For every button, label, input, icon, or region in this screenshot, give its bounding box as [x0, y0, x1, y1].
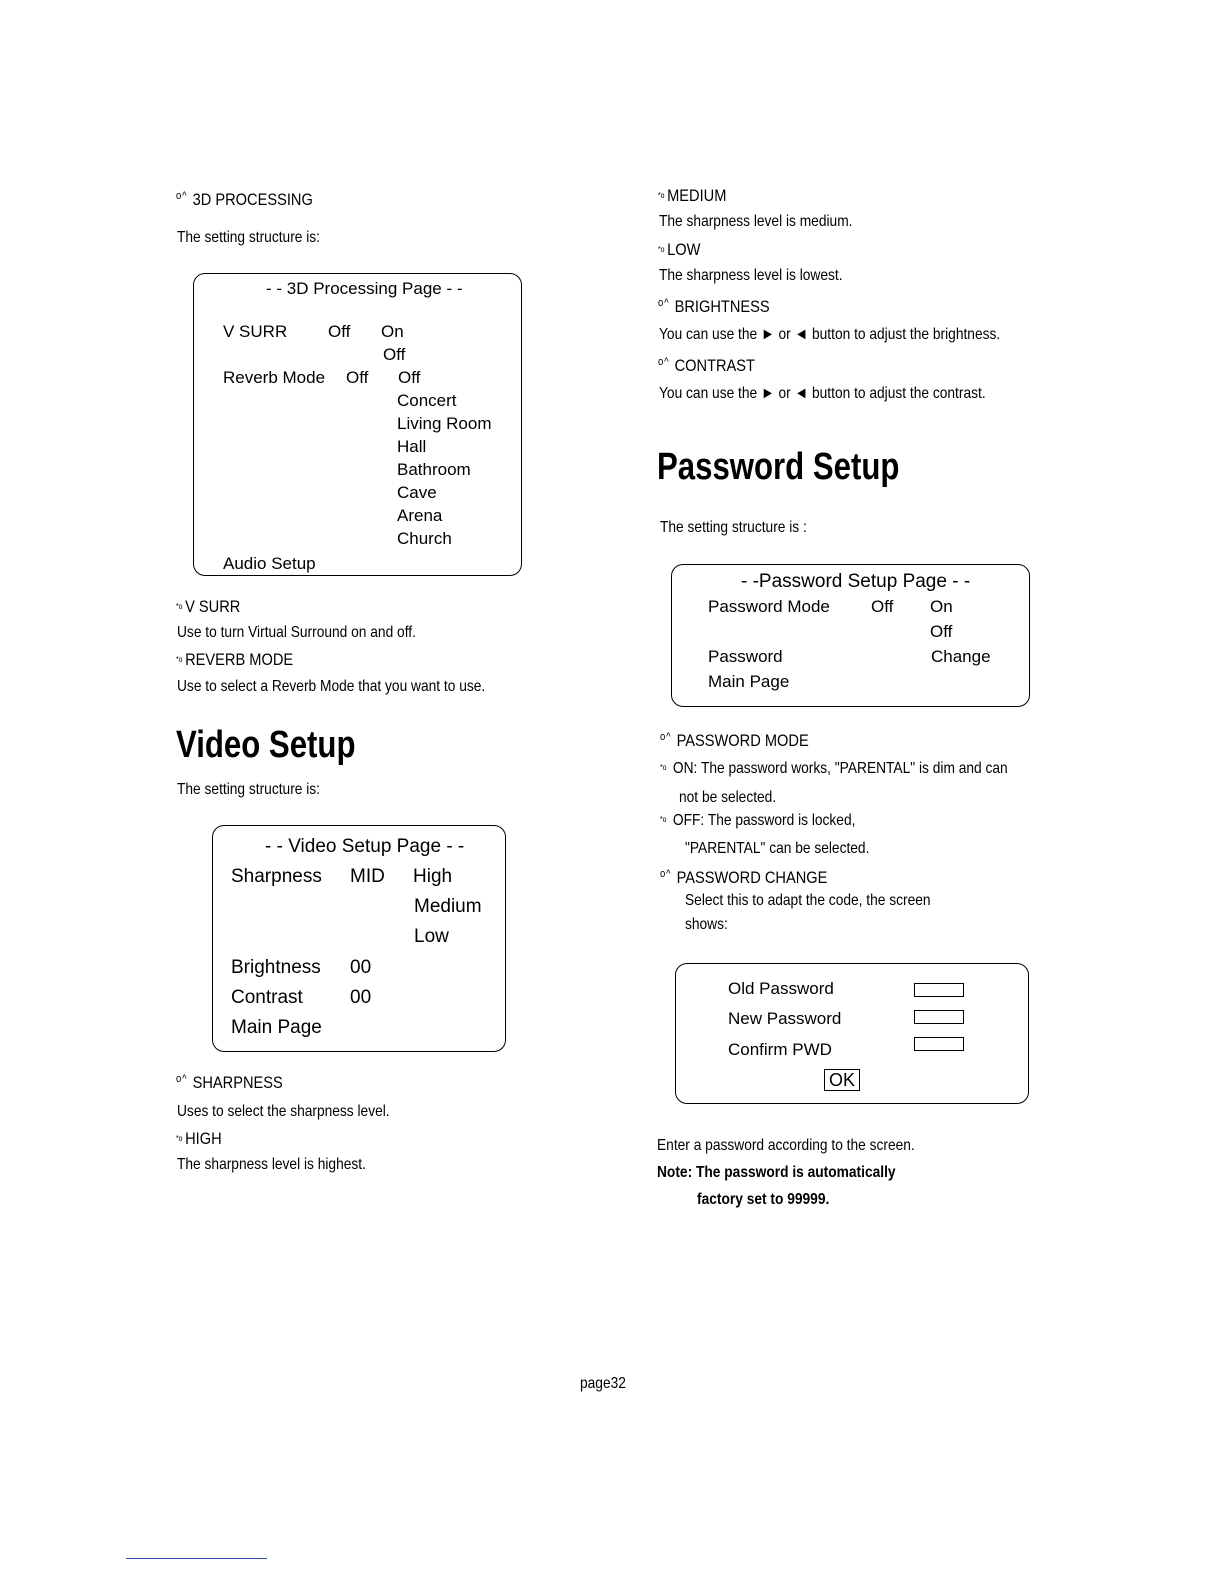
contrast-menu-label[interactable]: Contrast: [231, 987, 303, 1008]
note-line-2: factory set to 99999.: [697, 1191, 830, 1208]
contrast-heading: $^{o\^{}}$ CONTRAST: [658, 356, 755, 375]
off-desc-cont: "PARENTAL" can be selected.: [685, 840, 870, 857]
video-structure-intro: The setting structure is:: [177, 781, 321, 798]
brightness-desc: You can use the ► or ◄ button to adjust the brightness.: [659, 326, 1001, 343]
right-arrow-icon: ►: [761, 385, 775, 402]
password-mode-menu-value: Off: [871, 597, 894, 616]
password-mode-option-on[interactable]: On: [930, 597, 953, 616]
password-change-option[interactable]: Change: [931, 647, 991, 666]
small-bullet-icon: *o: [658, 245, 665, 254]
high-heading: *o HIGH: [176, 1129, 222, 1148]
vsurr-heading: *o V SURR: [176, 597, 241, 616]
password-setup-title: Password Setup: [657, 446, 900, 488]
bullet-icon: o^: [660, 731, 672, 743]
password-menu-label[interactable]: Password: [708, 647, 783, 666]
password-mode-option-off[interactable]: Off: [930, 622, 953, 641]
bullet-icon: o^: [658, 297, 670, 309]
small-bullet-icon: *o: [176, 1134, 183, 1143]
reverb-option-concert[interactable]: Concert: [397, 391, 457, 410]
high-desc: The sharpness level is highest.: [177, 1156, 366, 1173]
password-change-dialog: [675, 963, 1029, 1104]
proc3d-menu-title: - - 3D Processing Page - -: [266, 279, 463, 298]
password-menu-box: [671, 564, 1030, 707]
proc3d-heading: $^{o\^{}}$ 3D PROCESSING: [176, 190, 313, 209]
note-line-1: Note: The password is automatically: [657, 1164, 896, 1181]
old-password-input[interactable]: [914, 983, 964, 997]
main-page-link[interactable]: Main Page: [231, 1017, 322, 1038]
confirm-pwd-input[interactable]: [914, 1037, 964, 1051]
password-main-page-link[interactable]: Main Page: [708, 672, 790, 691]
low-heading: *o LOW: [658, 240, 701, 259]
small-bullet-icon: *o: [658, 191, 665, 200]
brightness-menu-label[interactable]: Brightness: [231, 957, 321, 978]
left-arrow-icon: ◄: [794, 385, 809, 402]
password-mode-menu-label[interactable]: Password Mode: [708, 597, 830, 616]
reverb-option-cave[interactable]: Cave: [397, 483, 437, 502]
sharpness-menu-label[interactable]: Sharpness: [231, 866, 322, 887]
on-desc: *o ON: The password works, "PARENTAL" is dim and can: [660, 760, 1008, 777]
vsurr-option-off[interactable]: Off: [383, 345, 406, 364]
ok-button[interactable]: OK: [824, 1069, 860, 1091]
reverb-option-living-room[interactable]: Living Room: [397, 414, 492, 433]
on-desc-cont: not be selected.: [679, 789, 777, 806]
reverb-option-off[interactable]: Off: [398, 368, 421, 387]
contrast-menu-value: 00: [350, 987, 372, 1008]
sharpness-menu-value: MID: [350, 866, 385, 887]
footer-divider: [126, 1558, 267, 1559]
bullet-icon: o^: [658, 356, 670, 368]
medium-desc: The sharpness level is medium.: [659, 213, 853, 230]
sharpness-option-high[interactable]: High: [413, 866, 453, 887]
small-bullet-icon: *o: [660, 815, 667, 824]
low-desc: The sharpness level is lowest.: [659, 267, 843, 284]
confirm-pwd-label: Confirm PWD: [728, 1040, 832, 1059]
reverb-heading: *o REVERB MODE: [176, 650, 294, 669]
sharpness-heading: $^{o\^{}}$ SHARPNESS: [176, 1073, 283, 1092]
video-setup-title: Video Setup: [176, 724, 356, 766]
brightness-menu-value: 00: [350, 957, 372, 978]
left-arrow-icon: ◄: [794, 326, 809, 343]
reverb-option-church[interactable]: Church: [397, 529, 452, 548]
reverb-option-arena[interactable]: Arena: [397, 506, 443, 525]
video-menu-box: [212, 825, 506, 1052]
proc3d-structure-intro: The setting structure is:: [177, 229, 321, 246]
medium-heading: *o MEDIUM: [658, 186, 727, 205]
bullet-icon: o^: [660, 868, 672, 880]
video-menu-title: - - Video Setup Page - -: [265, 836, 465, 857]
password-change-desc: Select this to adapt the code, the screen: [685, 892, 931, 909]
new-password-label: New Password: [728, 1009, 842, 1028]
page-number: page32: [580, 1375, 626, 1392]
reverb-option-hall[interactable]: Hall: [397, 437, 427, 456]
contrast-desc: You can use the ► or ◄ button to adjust the contrast.: [659, 385, 986, 402]
audio-setup-link[interactable]: Audio Setup: [223, 554, 316, 573]
vsurr-menu-label[interactable]: V SURR: [223, 322, 288, 341]
small-bullet-icon: *o: [176, 655, 183, 664]
small-bullet-icon: *o: [176, 602, 183, 611]
reverb-menu-label[interactable]: Reverb Mode: [223, 368, 326, 387]
reverb-option-bathroom[interactable]: Bathroom: [397, 460, 471, 479]
password-menu-title: - -Password Setup Page - -: [741, 571, 971, 592]
sharpness-option-medium[interactable]: Medium: [414, 896, 482, 917]
vsurr-menu-value: Off: [328, 322, 351, 341]
bullet-icon: o^: [176, 1073, 188, 1085]
vsurr-option-on[interactable]: On: [381, 322, 404, 341]
enter-password-text: Enter a password according to the screen.: [657, 1137, 915, 1154]
password-change-heading: $^{o\^{}}$ PASSWORD CHANGE: [660, 868, 828, 887]
proc3d-menu-box: [193, 273, 522, 576]
sharpness-desc: Uses to select the sharpness level.: [177, 1103, 390, 1120]
small-bullet-icon: *o: [660, 763, 667, 772]
right-arrow-icon: ►: [761, 326, 775, 343]
bullet-icon: o^: [176, 190, 188, 202]
password-mode-heading: $^{o\^{}}$ PASSWORD MODE: [660, 731, 809, 750]
password-change-desc-cont: shows:: [685, 916, 728, 933]
reverb-menu-value: Off: [346, 368, 369, 387]
off-desc: *o OFF: The password is locked,: [660, 812, 856, 829]
brightness-heading: $^{o\^{}}$ BRIGHTNESS: [658, 297, 770, 316]
sharpness-option-low[interactable]: Low: [414, 926, 449, 947]
new-password-input[interactable]: [914, 1010, 964, 1024]
reverb-desc: Use to select a Reverb Mode that you want to use.: [177, 678, 486, 695]
old-password-label: Old Password: [728, 979, 834, 998]
password-structure-intro: The setting structure is :: [660, 519, 807, 536]
vsurr-desc: Use to turn Virtual Surround on and off.: [177, 624, 416, 641]
